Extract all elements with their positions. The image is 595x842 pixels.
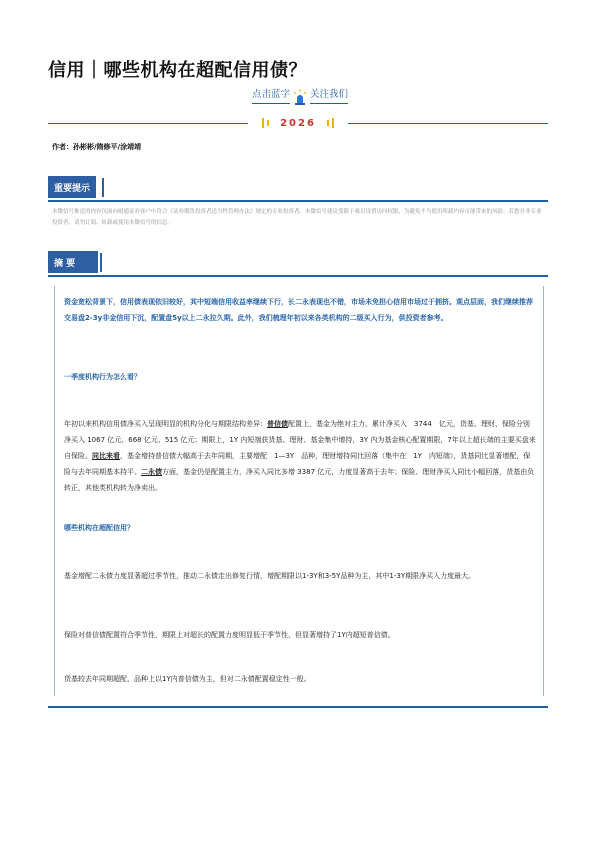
notice-section-label: 重要提示 — [48, 176, 96, 198]
summary-box-bottom-rule — [48, 706, 548, 708]
p1-highlight-yoy: 同比来看 — [92, 452, 120, 460]
bell-icon — [293, 89, 307, 105]
heading-q1: 一季度机构行为怎么看？ — [64, 373, 141, 381]
notice-section-header — [48, 176, 548, 202]
summary-section-header — [48, 251, 548, 277]
notice-tag-rule — [102, 178, 104, 197]
paragraph-2: 基金增配二永债力度显著超过季节性，推动二永债走出修复行情，增配期限以1-3Y和3-5Y品种为主，其中1-3Y期限净买入力度最大。 — [64, 572, 476, 580]
heading-q2: 哪些机构在超配信用？ — [64, 524, 134, 532]
follow-banner[interactable] — [252, 89, 348, 107]
year-marker — [262, 116, 334, 130]
p1-highlight-pujizhai: 普信债 — [267, 420, 288, 428]
paragraph-3: 保险对普信债配置符合季节性，期限上对超长的配置力度明显低于季节性，但显著增持了1Y内超短普信债。 — [64, 631, 395, 639]
paragraph-q1 — [64, 416, 536, 496]
authors: 作者：孙彬彬/隋修平/涂靖靖 — [52, 143, 142, 151]
year-bars-left — [262, 118, 269, 128]
summary-tag-rule — [100, 253, 102, 272]
year-bars-right — [327, 118, 334, 128]
p1-highlight-eryong: 二永债 — [141, 468, 162, 476]
follow-left-text[interactable]: 点击蓝字 — [252, 89, 290, 104]
p1-text-g: 方面，基金仍是配置主力，净买入同比多增 3387 亿元，力度显著高于去年；保险、理财净买入同比小幅回落，货基由负转正，其他类机构转为净卖出。 — [64, 468, 535, 492]
p1-text-c: 配置上，基金为绝对主力，累计净买入 3744 亿元，货基、理财、保险分别净买入 1067 亿元、668 亿元、515 亿元；期限上，1Y 内短端获货基、理财、基金集中增持，3Y 内为基金核心配置期限，7年以上超长端的主要买盘来自保险。 — [64, 420, 536, 460]
summary-section-label: 摘 要 — [48, 251, 98, 273]
year-divider-left — [48, 123, 248, 124]
paragraph-4: 货基较去年同期超配，品种上以1Y内普信债为主，但对二永债配置稳定性一般。 — [64, 675, 311, 683]
p1-text-a: 年初以来机构信用债净买入呈现明显的机构分化与期限结构差异： — [64, 420, 267, 428]
year-text: 2026 — [280, 117, 316, 129]
p1-text-e: ，基金增持普信债大幅高于去年同期，主要增配 1—3Y 品种，理财增持同比回落（集中在 1Y 内短端），货基同比显著增配，保险与去年同期基本持平。 — [64, 452, 531, 476]
follow-right-text[interactable]: 关注我们 — [310, 89, 348, 104]
notice-text: 本微信号推送的内容仅面向财通证券客户中符合《证券期货投资者适当性管理办法》规定的专业投资者。本微信号建议受限于难以设置访问权限，为避免不当使用所载内容可能带来的风险，若您并非专业投资者，请勿订阅、转载或使用本微信号的信息。 — [52, 209, 542, 226]
summary-lead: 资金宽松背景下，信用债表现依旧较好，其中短端信用收益率继续下行，长二永表现也不错，市场未免担心信用市场过于拥挤。观点层面，我们继续推荐交易盘2-3y非金信用下沉，配置盘5y以上二永拉久期。此外，我们梳理年初以来各类机构的二级买入行为，供投资者参考。 — [64, 298, 533, 322]
page-title: 信用｜哪些机构在超配信用债？ — [48, 60, 307, 81]
year-divider-right — [348, 123, 548, 124]
